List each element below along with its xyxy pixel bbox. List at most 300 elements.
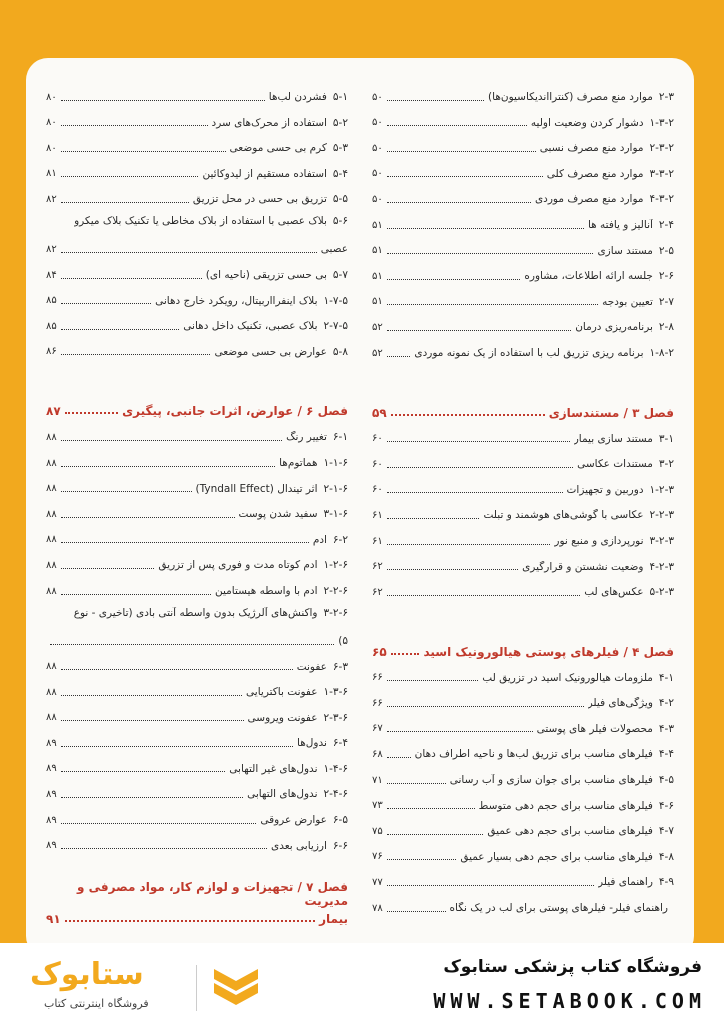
entry-page: ۵۰ [372, 142, 383, 154]
entry-title: فیلرهای مناسب برای حجم دهی بسیار عمیق [460, 850, 653, 863]
entry-page: ۸۸ [46, 534, 57, 546]
chapter-title: فصل ۶ / عوارض، اثرات جانبی، پیگیری [122, 404, 348, 419]
dot-leader [61, 466, 275, 467]
entry-title: عفونت [296, 660, 327, 673]
entry-page: ۸۲ [46, 193, 57, 205]
entry-page: ۸۹ [46, 737, 57, 749]
entry-page: ۸۸ [46, 483, 57, 495]
entry-number: ۳-۲-۶ [323, 606, 348, 619]
entry-page: ۵۰ [372, 91, 383, 103]
toc-entry[interactable] [372, 761, 674, 787]
toc-entry[interactable] [46, 598, 348, 620]
entry-number: ۲-۷ [658, 295, 674, 308]
entry-number: ۲-۳-۶ [323, 711, 348, 724]
toc-entry[interactable] [372, 445, 674, 471]
entry-page: ۵۰ [372, 117, 383, 129]
chapter-heading[interactable] [372, 613, 674, 659]
dot-leader [391, 653, 420, 655]
entry-title: بی حسی تزریقی (ناحیه ای) [205, 268, 327, 281]
toc-entry[interactable] [372, 863, 674, 889]
entry-page: ۷۷ [372, 877, 383, 889]
entry-page: ۸۲ [46, 243, 57, 255]
entry-page: ۸۸ [46, 661, 57, 673]
entry-title-cont: عصبی [320, 243, 348, 256]
entry-number: ۱-۲-۳ [649, 483, 674, 496]
entry-page: ۵۱ [372, 219, 383, 231]
entry-number: ۲-۵ [658, 244, 674, 257]
entry-page: ۶۲ [372, 586, 383, 598]
dot-leader [61, 303, 151, 304]
entry-title: ارزیابی بعدی [271, 839, 327, 852]
toc-entry[interactable] [46, 78, 348, 104]
entry-page: ۸۸ [46, 712, 57, 724]
dot-leader [387, 834, 484, 835]
dot-leader [61, 568, 155, 569]
entry-number: ۴-۸ [658, 850, 674, 863]
store-url[interactable]: WWW.SETABOOK.COM [433, 989, 706, 1013]
entry-number: ۵-۱ [332, 91, 348, 103]
chapter-page: ۸۷ [46, 404, 61, 419]
entry-title: مستند سازی [597, 244, 653, 257]
chapter-heading[interactable] [46, 866, 348, 926]
entry-number: ۳-۱-۶ [323, 508, 348, 521]
entry-title: تعیین بودجه [602, 295, 653, 308]
dot-leader [387, 253, 594, 254]
entry-title: ادم [312, 533, 327, 546]
entry-page: ۸۸ [46, 585, 57, 597]
entry-number: ۵-۴ [332, 167, 348, 180]
entry-number: ۱-۲-۶ [323, 559, 348, 572]
entry-title: راهنمای فیلر [597, 876, 653, 889]
entry-title: ندول‌های غیر التهابی [229, 762, 318, 775]
entry-title: راهنمای فیلر- فیلرهای پوستی برای لب در یک نگاه [449, 902, 668, 915]
entry-title: فیلرهای مناسب برای تزریق لب‌ها و ناحیه اطراف دهان [414, 748, 653, 761]
toc-column-right [372, 78, 674, 958]
toc-entry[interactable] [46, 155, 348, 181]
entry-page: ۵۲ [372, 347, 383, 359]
toc-entry[interactable] [46, 256, 348, 282]
entry-title: تغییر رنگ [286, 431, 327, 444]
chapter-page: ۵۹ [372, 405, 387, 420]
chapter-heading[interactable] [372, 374, 674, 420]
toc-entry[interactable] [372, 334, 674, 360]
dot-leader [61, 176, 199, 177]
entry-number: ۴-۶ [658, 799, 674, 812]
entry-page: ۶۶ [372, 697, 383, 709]
entry-number: ۵-۵ [332, 193, 348, 206]
entry-title: ملزومات هیالورونیک اسید در تزریق لب [482, 671, 653, 684]
entry-title: ادم با واسطه هیستامین [215, 584, 318, 597]
dot-leader [61, 125, 208, 126]
entry-number: ۲-۴-۶ [323, 788, 348, 801]
entry-page: ۵۲ [372, 321, 383, 333]
dot-leader [61, 202, 189, 203]
entry-page: ۸۵ [46, 295, 57, 307]
entry-title: ندول‌های التهابی [247, 788, 318, 801]
dot-leader [387, 544, 551, 545]
entry-page: ۷۶ [372, 851, 383, 863]
entry-number: ۴-۱ [658, 671, 674, 684]
toc-entry[interactable] [46, 129, 348, 155]
entry-title: ادم کوتاه مدت و فوری پس از تزریق [158, 559, 318, 572]
entry-number: ۲-۳-۲ [649, 142, 674, 155]
entry-title: مستند سازی بیمار [573, 432, 653, 445]
entry-title: فشردن لب‌ها [268, 91, 327, 103]
chapter-spacer [46, 852, 348, 866]
toc-entry[interactable] [46, 775, 348, 801]
entry-page: ۶۱ [372, 509, 383, 521]
toc-entry[interactable] [372, 104, 674, 130]
entry-page: ۸۸ [46, 431, 57, 443]
entry-page: ۸۸ [46, 559, 57, 571]
toc-entry[interactable] [46, 495, 348, 521]
entry-number: ۵-۷ [332, 268, 348, 281]
dot-leader [387, 595, 580, 596]
entry-title: بلاک عصبی، تکنیک داخل دهانی [183, 320, 318, 333]
entry-page: ۸۴ [46, 269, 57, 281]
dot-leader [61, 354, 211, 355]
entry-number: ۳-۲ [658, 458, 674, 471]
toc-entry[interactable] [372, 573, 674, 599]
entry-title: عوارض بی حسی موضعی [214, 345, 327, 358]
toc-entry[interactable] [372, 548, 674, 574]
toc-entry[interactable] [46, 699, 348, 725]
entry-title: ویژگی‌های فیلر [587, 697, 653, 710]
chapter-title-line2 [46, 912, 348, 926]
toc-entry[interactable] [372, 735, 674, 761]
entry-number: ۴-۹ [658, 876, 674, 889]
chapter-page: ۹۱ [46, 912, 61, 927]
dot-leader [387, 467, 573, 468]
chapter-title-cont: بیمار [319, 912, 348, 927]
dot-leader [387, 330, 571, 331]
dot-leader [387, 100, 484, 101]
entry-page: ۸۰ [46, 117, 57, 129]
entry-page: ۸۹ [46, 789, 57, 801]
toc-entry[interactable] [372, 522, 674, 548]
dot-leader [391, 414, 545, 416]
toc-entry[interactable] [372, 684, 674, 710]
entry-number: ۴-۲ [658, 697, 674, 710]
entry-page: ۶۰ [372, 458, 383, 470]
entry-number: ۲-۷-۵ [323, 320, 348, 333]
entry-number: ۴-۵ [658, 774, 674, 787]
chapter-spacer [372, 915, 674, 929]
toc-entry[interactable] [372, 155, 674, 181]
toc-entry[interactable] [372, 659, 674, 685]
entry-page: ۸۸ [46, 686, 57, 698]
entry-number: ۱-۳-۲ [649, 116, 674, 129]
dot-leader [387, 279, 521, 280]
dot-leader [387, 808, 475, 809]
entry-title: مستندات عکاسی [577, 458, 653, 471]
entry-title: ندول‌ها [297, 737, 327, 750]
entry-number: ۲-۴ [658, 218, 674, 231]
dot-leader [61, 491, 192, 492]
entry-title: هماتوم‌ها [279, 456, 318, 469]
entry-number: ۶-۱ [332, 431, 348, 444]
entry-page: ۸۸ [46, 457, 57, 469]
dot-leader [387, 441, 570, 442]
toc-entry[interactable] [46, 521, 348, 547]
entry-number: ۲-۸ [658, 321, 674, 334]
chapter-spacer [372, 360, 674, 374]
entry-page: ۶۷ [372, 723, 383, 735]
toc-entry[interactable] [372, 420, 674, 446]
entry-page: ۵۱ [372, 245, 383, 257]
chapter-title: فصل ۳ / مستندسازی [548, 405, 674, 420]
toc-entry[interactable] [46, 827, 348, 853]
dot-leader [61, 151, 226, 152]
toc-entry[interactable] [46, 444, 348, 470]
logo-chevron-icon [208, 961, 264, 1013]
dot-leader [387, 304, 598, 305]
entry-page: ۸۸ [46, 508, 57, 520]
toc-entry[interactable] [46, 418, 348, 444]
store-name: فروشگاه کتاب پزشکی ستابوک [443, 957, 702, 977]
toc-entry[interactable] [46, 470, 348, 496]
entry-page: ۶۶ [372, 672, 383, 684]
chapter-spacer [46, 358, 348, 372]
toc-entry[interactable] [372, 812, 674, 838]
entry-page: ۶۸ [372, 749, 383, 761]
toc-entry[interactable] [46, 801, 348, 827]
dot-leader [61, 797, 243, 798]
entry-number: ۱-۸-۲ [649, 346, 674, 359]
toc-entry[interactable] [46, 104, 348, 130]
dot-leader [387, 706, 584, 707]
entry-number: ۴-۴ [658, 748, 674, 761]
entry-title: فیلرهای مناسب برای حجم دهی عمیق [487, 825, 653, 838]
entry-title: فیلرهای مناسب برای حجم دهی متوسط [478, 799, 653, 812]
toc-entry[interactable] [372, 129, 674, 155]
entry-number: ۱-۳-۶ [323, 686, 348, 699]
entry-title: محصولات فیلر های پوستی [536, 722, 653, 735]
entry-title: سفید شدن پوست [238, 508, 318, 521]
toc-entry[interactable] [46, 750, 348, 776]
entry-number: ۵-۲-۳ [649, 586, 674, 599]
toc-entry[interactable] [46, 546, 348, 572]
entry-number: ۲-۶ [658, 270, 674, 283]
entry-title: عکاسی با گوشی‌های هوشمند و تبلت [483, 509, 644, 522]
entry-number: ۵-۲ [332, 116, 348, 129]
entry-title: دوربین و تجهیزات [566, 483, 644, 496]
entry-number: ۳-۱ [658, 432, 674, 445]
dot-leader [387, 911, 446, 912]
entry-number: ۳-۲-۳ [649, 534, 674, 547]
entry-title: کرم بی حسی موضعی [229, 142, 327, 155]
dot-leader [61, 440, 282, 441]
logo-wordmark: ستابوک [30, 957, 144, 992]
entry-title-cont: ۵) [338, 634, 348, 647]
entry-title: عفونت ویروسی [247, 711, 318, 724]
toc-entry[interactable] [46, 648, 348, 674]
entry-title: موارد منع مصرف موردی [534, 193, 644, 206]
toc-column-left [46, 78, 348, 926]
entry-number: ۳-۳-۲ [649, 167, 674, 180]
toc-entry[interactable] [46, 333, 348, 359]
entry-page: ۶۱ [372, 535, 383, 547]
dot-leader [61, 720, 244, 721]
entry-title: بلاک اینفرااربیتال، رویکرد خارج دهانی [155, 294, 318, 307]
dot-leader [65, 920, 315, 922]
dot-leader [61, 746, 293, 747]
dot-leader [61, 695, 242, 696]
dot-leader [387, 356, 411, 357]
entry-title: جلسه ارائه اطلاعات، مشاوره [524, 270, 653, 283]
entry-title: بلاک عصبی با استفاده از بلاک مخاطی یا تکنیک بلاک میکرو [74, 215, 327, 228]
chapter-spacer [372, 599, 674, 613]
toc-page [26, 58, 694, 958]
dot-leader [61, 848, 267, 849]
toc-entry[interactable] [372, 206, 674, 232]
chapter-title: فصل ۷ / تجهیزات و لوازم کار، مواد مصرفی و مدیریت [77, 880, 348, 909]
toc-entry[interactable] [46, 724, 348, 750]
toc-entry[interactable] [46, 307, 348, 333]
dot-leader [387, 569, 518, 570]
entry-page: ۸۹ [46, 763, 57, 775]
toc-entry[interactable] [46, 673, 348, 699]
toc-entry[interactable] [372, 838, 674, 864]
entry-number: ۶-۵ [332, 814, 348, 827]
entry-page: ۵۰ [372, 168, 383, 180]
toc-entry[interactable] [372, 232, 674, 258]
entry-title: فیلرهای مناسب برای جوان سازی و آب رسانی [449, 774, 653, 787]
dot-leader [387, 680, 479, 681]
entry-title: عوارض عروقی [260, 814, 327, 827]
dot-leader [387, 783, 446, 784]
entry-number: ۵-۸ [332, 345, 348, 358]
entry-title: موارد منع مصرف نسبی [539, 142, 644, 155]
entry-number: ۶-۲ [332, 533, 348, 546]
dot-leader [387, 757, 411, 758]
dot-leader [387, 176, 543, 177]
entry-number: ۲-۳ [658, 91, 674, 103]
entry-page: ۶۲ [372, 561, 383, 573]
entry-number: ۶-۶ [332, 839, 348, 852]
entry-page: ۷۳ [372, 800, 383, 812]
dot-leader [61, 278, 202, 279]
toc-entry[interactable] [46, 572, 348, 598]
dot-leader [61, 669, 293, 670]
dot-leader [50, 644, 334, 645]
dot-leader [61, 100, 265, 101]
toc-entry-continued [46, 620, 348, 648]
toc-entry-continued [46, 228, 348, 256]
dot-leader [61, 823, 257, 824]
entry-title: برنامه‌ریزی درمان [575, 321, 653, 334]
entry-title: استفاده مستقیم از لیدوکائین [202, 167, 327, 180]
entry-page: ۸۹ [46, 840, 57, 852]
dot-leader [387, 492, 563, 493]
entry-number: ۲-۱-۶ [323, 482, 348, 495]
entry-title: عفونت باکتریایی [246, 686, 318, 699]
dot-leader [61, 517, 235, 518]
entry-number: ۵-۶ [332, 215, 348, 228]
entry-number: ۵-۳ [332, 142, 348, 155]
chapter-page: ۶۵ [372, 644, 387, 659]
dot-leader [61, 594, 211, 595]
dot-leader [61, 542, 309, 543]
entry-page: ۸۰ [46, 91, 57, 103]
entry-page: ۵۱ [372, 296, 383, 308]
dot-leader [65, 412, 118, 414]
entry-number: ۱-۷-۵ [323, 294, 348, 307]
entry-number: ۴-۳ [658, 722, 674, 735]
dot-leader [387, 885, 594, 886]
entry-number: ۴-۲-۳ [649, 560, 674, 573]
toc-entry[interactable] [372, 78, 674, 104]
entry-page: ۸۹ [46, 814, 57, 826]
toc-entry[interactable] [372, 889, 674, 915]
entry-page: ۸۱ [46, 168, 57, 180]
dot-leader [387, 202, 531, 203]
entry-number: ۶-۴ [332, 737, 348, 750]
dot-leader [387, 859, 457, 860]
entry-number: ۶-۳ [332, 660, 348, 673]
toc-entry[interactable] [46, 282, 348, 308]
dot-leader [387, 151, 536, 152]
entry-title: اثر تیندال (Tyndall Effect) [195, 482, 318, 495]
entry-number: ۲-۲-۶ [323, 584, 348, 597]
entry-page: ۸۰ [46, 142, 57, 154]
entry-title: موارد منع مصرف کلی [546, 167, 644, 180]
toc-entry[interactable] [372, 710, 674, 736]
entry-page: ۸۶ [46, 346, 57, 358]
chapter-heading[interactable] [46, 372, 348, 418]
entry-title: استفاده از محرک‌های سرد [211, 116, 327, 129]
toc-entry[interactable] [372, 496, 674, 522]
entry-title: برنامه ریزی تزریق لب با استفاده از یک نمونه موردی [414, 346, 644, 359]
entry-title: واکنش‌های آلرژیک بدون واسطه آنتی بادی (تاخیری - نوع [73, 606, 318, 619]
entry-title: موارد منع مصرف (کنترااندیکاسیون‌ها) [488, 91, 653, 103]
toc-entry[interactable] [372, 283, 674, 309]
entry-title: عکس‌های لب [584, 586, 644, 599]
dot-leader [387, 125, 527, 126]
toc-entry[interactable] [372, 471, 674, 497]
entry-number: ۱-۴-۶ [323, 762, 348, 775]
toc-entry[interactable] [372, 257, 674, 283]
entry-page: ۵۱ [372, 270, 383, 282]
toc-entry[interactable] [46, 180, 348, 206]
dot-leader [387, 731, 533, 732]
entry-number: ۱-۱-۶ [323, 456, 348, 469]
entry-title: تزریق بی حسی در محل تزریق [192, 193, 327, 206]
footer-banner [0, 943, 724, 1024]
entry-page: ۶۰ [372, 484, 383, 496]
entry-title: آنالیز و یافته ها [587, 218, 653, 231]
entry-page: ۸۵ [46, 320, 57, 332]
entry-title: نورپردازی و منبع نور [554, 534, 644, 547]
toc-entry[interactable] [372, 308, 674, 334]
dot-leader [61, 329, 180, 330]
entry-page: ۷۸ [372, 902, 383, 914]
toc-entry[interactable] [46, 206, 348, 228]
logo-tagline: فروشگاه اینترنتی کتاب [44, 997, 149, 1010]
entry-page: ۷۵ [372, 825, 383, 837]
toc-entry[interactable] [372, 787, 674, 813]
dot-leader [61, 771, 226, 772]
entry-number: ۴-۳-۲ [649, 193, 674, 206]
chapter-title: فصل ۴ / فیلرهای پوستی هیالورونیک اسید [423, 644, 674, 659]
toc-entry[interactable] [372, 180, 674, 206]
entry-page: ۵۰ [372, 193, 383, 205]
dot-leader [61, 252, 317, 253]
entry-number: ۴-۷ [658, 825, 674, 838]
entry-title: دشوار کردن وضعیت اولیه [530, 116, 644, 129]
footer-divider [196, 965, 197, 1011]
dot-leader [387, 228, 584, 229]
